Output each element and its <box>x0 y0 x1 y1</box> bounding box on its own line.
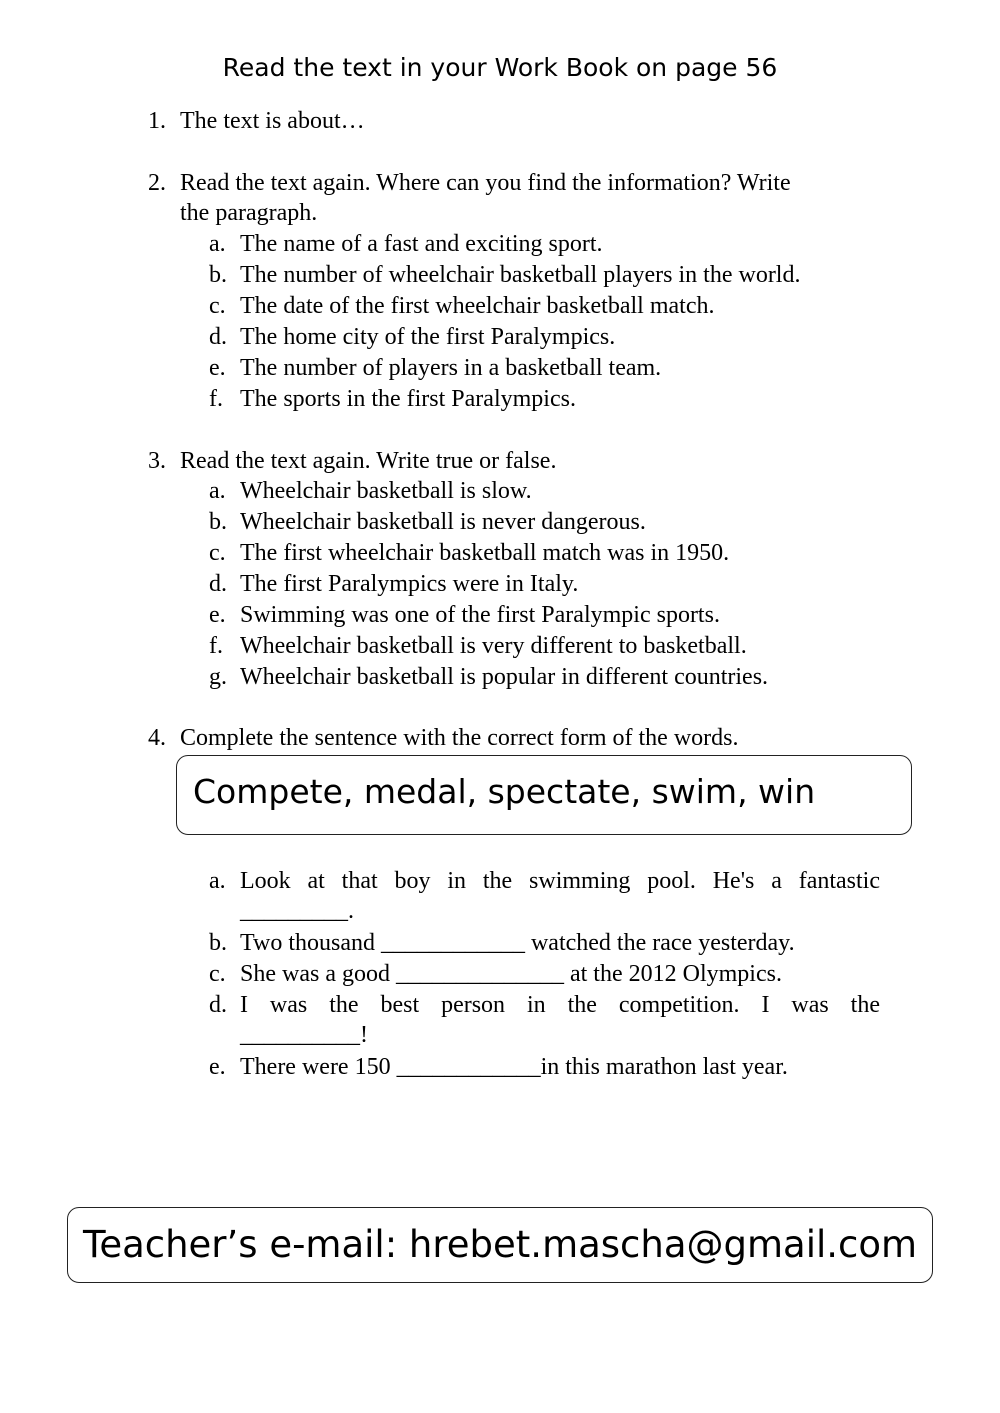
question-text: Read the text again. Where can you find the information? Write <box>180 170 791 196</box>
question-text-continued: the paragraph. <box>180 200 318 226</box>
list-item: The date of the first wheelchair basketball match. <box>240 293 715 319</box>
sentence-text: Look at that boy in the swimming pool. He's a fantastic <box>240 868 880 894</box>
item-label: d. <box>209 324 227 350</box>
list-item: Wheelchair basketball is slow. <box>240 478 532 504</box>
list-item: The sports in the first Paralympics. <box>240 386 576 412</box>
item-label: c. <box>209 540 226 566</box>
item-label: b. <box>209 262 227 288</box>
list-item: Wheelchair basketball is popular in different countries. <box>240 664 769 690</box>
word-list: Compete, medal, spectate, swim, win <box>193 772 816 811</box>
list-item: The name of a fast and exciting sport. <box>240 231 603 257</box>
question-number: 3. <box>148 448 166 474</box>
word-box <box>176 755 912 835</box>
item-label: c. <box>209 961 226 987</box>
sentence-text: She was a good ______________ at the 2012 Olympics. <box>240 961 782 987</box>
item-label: f. <box>209 386 223 412</box>
list-item: The first Paralympics were in Italy. <box>240 571 579 597</box>
item-label: e. <box>209 1054 226 1080</box>
item-label: f. <box>209 633 223 659</box>
item-label: a. <box>209 478 226 504</box>
item-label: a. <box>209 231 226 257</box>
list-item: The number of players in a basketball team. <box>240 355 662 381</box>
teacher-email: Teacher’s e-mail: hrebet.mascha@gmail.com <box>83 1223 918 1266</box>
question-text: The text is about… <box>180 108 365 134</box>
list-item: Swimming was one of the first Paralympic sports. <box>240 602 720 628</box>
item-label: b. <box>209 930 227 956</box>
item-label: d. <box>209 571 227 597</box>
answer-blank: _________. <box>240 898 354 924</box>
question-number: 2. <box>148 170 166 196</box>
item-label: b. <box>209 509 227 535</box>
list-item: The first wheelchair basketball match was in 1950. <box>240 540 730 566</box>
question-text: Read the text again. Write true or false. <box>180 448 557 474</box>
question-text: Complete the sentence with the correct form of the words. <box>180 725 739 751</box>
list-item: The home city of the first Paralympics. <box>240 324 616 350</box>
teacher-email-box <box>67 1207 933 1283</box>
sentence-text: Two thousand ____________ watched the race yesterday. <box>240 930 795 956</box>
sentence-text: There were 150 ____________in this marathon last year. <box>240 1054 788 1080</box>
answer-blank: __________! <box>240 1022 368 1048</box>
item-label: d. <box>209 992 227 1018</box>
item-label: a. <box>209 868 226 894</box>
item-label: c. <box>209 293 226 319</box>
page-title: Read the text in your Work Book on page 56 <box>222 53 778 82</box>
question-number: 4. <box>148 725 166 751</box>
item-label: e. <box>209 355 226 381</box>
item-label: e. <box>209 602 226 628</box>
sentence-text: I was the best person in the competition. I was the <box>240 992 880 1018</box>
list-item: Wheelchair basketball is never dangerous. <box>240 509 646 535</box>
item-label: g. <box>209 664 227 690</box>
question-number: 1. <box>148 108 166 134</box>
list-item: Wheelchair basketball is very different to basketball. <box>240 633 747 659</box>
list-item: The number of wheelchair basketball players in the world. <box>240 262 801 288</box>
